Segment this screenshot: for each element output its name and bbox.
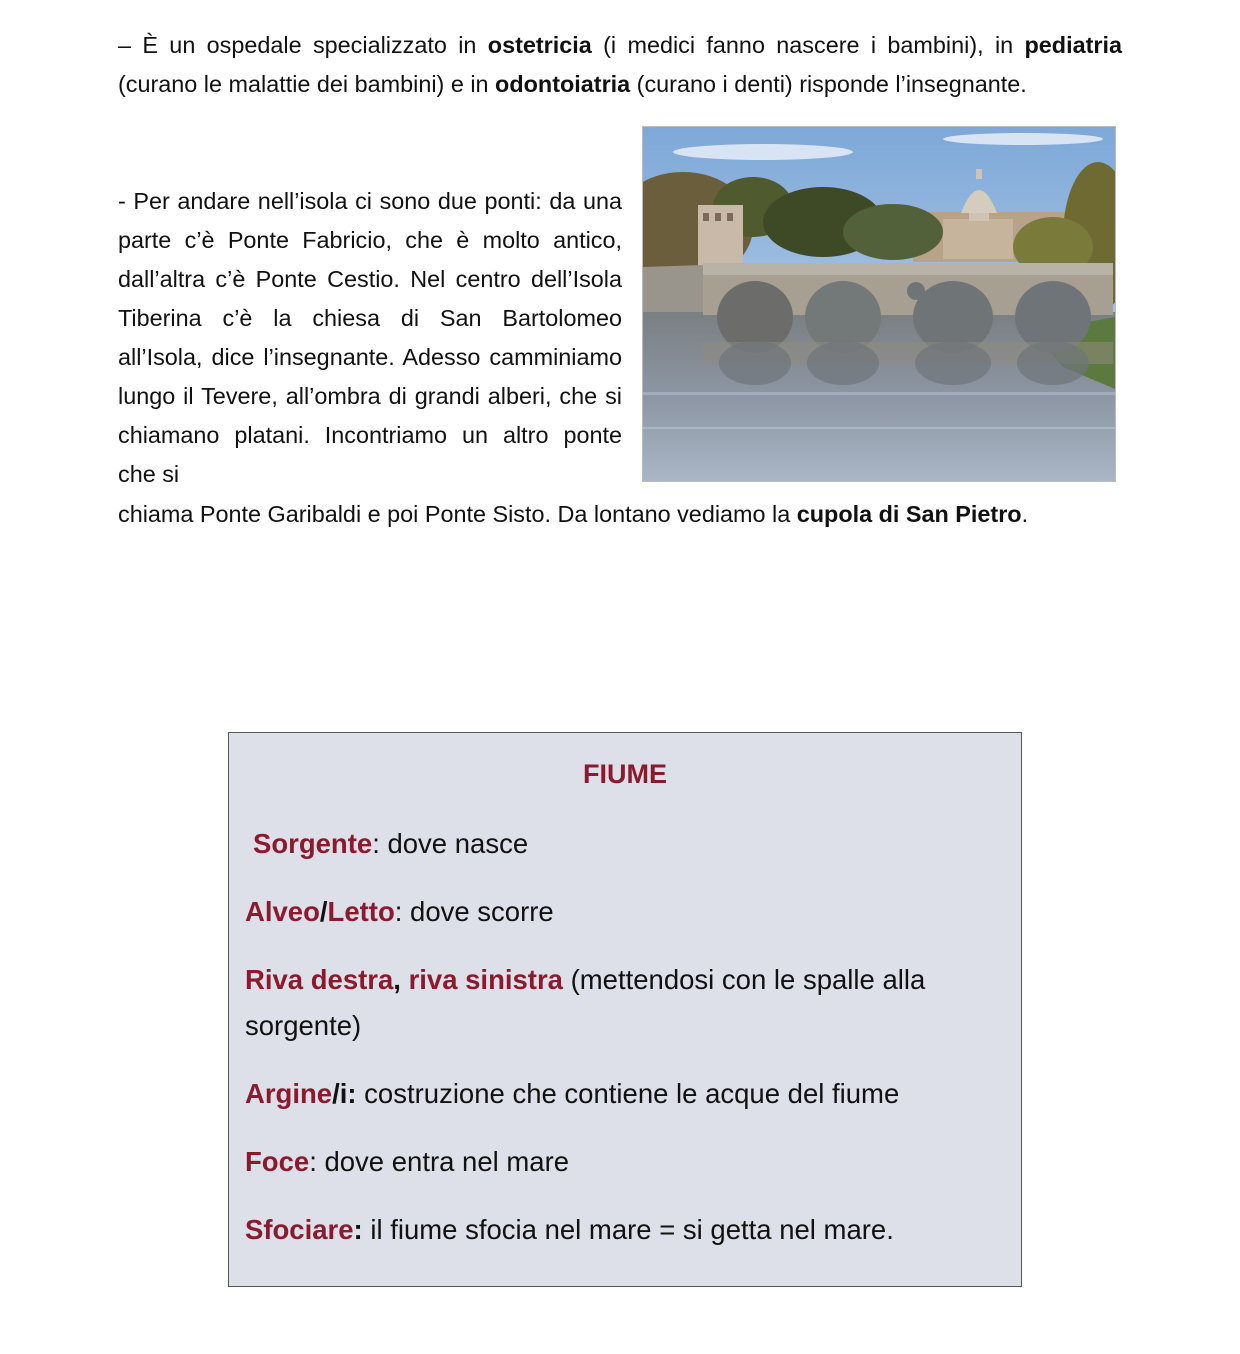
def-sfociare: il fiume sfocia nel mare = si getta nel mare. (362, 1214, 894, 1245)
def-riva: (mettendosi con le spalle alla sorgente) (245, 964, 926, 1041)
term-letto: Letto (327, 896, 395, 927)
text-run: (curano i denti) risponde l’insegnante. (630, 71, 1027, 97)
term-argine: Argine (245, 1078, 333, 1109)
bold-pediatria: pediatria (1024, 32, 1123, 58)
separator-slash: / (319, 896, 328, 927)
text-run: – È un ospedale specializzato in (118, 32, 488, 58)
intro-paragraph (118, 26, 1122, 104)
term-alveo: Alveo (245, 896, 320, 927)
definition-foce (245, 1139, 991, 1185)
def-alveo: : dove scorre (394, 896, 554, 927)
separator-comma: , (393, 964, 401, 995)
box-title: FIUME (583, 759, 667, 789)
bold-cupola: cupola di San Pietro (796, 501, 1022, 527)
text-run: (i medici fanno nascere i bambini), in (591, 32, 1025, 58)
definition-riva (245, 957, 991, 1049)
term-riva-sinistra: riva sinistra (408, 964, 563, 995)
definition-sorgente (253, 821, 991, 867)
bold-odontoiatria: odontoiatria (495, 71, 631, 97)
term-sorgente: Sorgente (253, 828, 373, 859)
definition-alveo (245, 889, 991, 935)
def-sorgente: : dove nasce (372, 828, 529, 859)
definition-sfociare (245, 1207, 991, 1253)
text-run: . (1021, 501, 1029, 527)
bridges-paragraph: - Per andare nell’isola ci sono due ponti: da una parte c’è Ponte Fabricio, che è molto antico, dall’altra c’è Ponte Cestio. Nel centro dell’Isola Tiberina c’è la chiesa di San Bartolomeo all’Isola, dice l’insegnante. Adesso camminiamo lungo il Tevere, all’ombra di grandi alberi, che si chiamano platani. Incontriamo un altro ponte che si (118, 188, 622, 487)
term-foce: Foce (245, 1146, 310, 1177)
bridge-illustration (643, 127, 1115, 481)
separator-colon: : (353, 1214, 363, 1245)
argine-suffix: /i: (332, 1078, 357, 1109)
bold-ostetricia: ostetricia (487, 32, 592, 58)
text-run: (curano le malattie dei bambini) e in (118, 71, 496, 97)
fiume-definition-box (228, 732, 1022, 1287)
def-argine: costruzione che contiene le acque del fiume (356, 1078, 900, 1109)
bridges-paragraph-last-line (118, 495, 1122, 534)
term-riva-destra: Riva destra (245, 964, 394, 995)
term-sfociare: Sfociare (245, 1214, 354, 1245)
def-foce: : dove entra nel mare (309, 1146, 570, 1177)
definition-argine (245, 1071, 991, 1117)
text-run: chiama Ponte Garibaldi e poi Ponte Sisto. Da lontano vediamo la (118, 501, 797, 527)
bridge-photo (642, 126, 1116, 482)
